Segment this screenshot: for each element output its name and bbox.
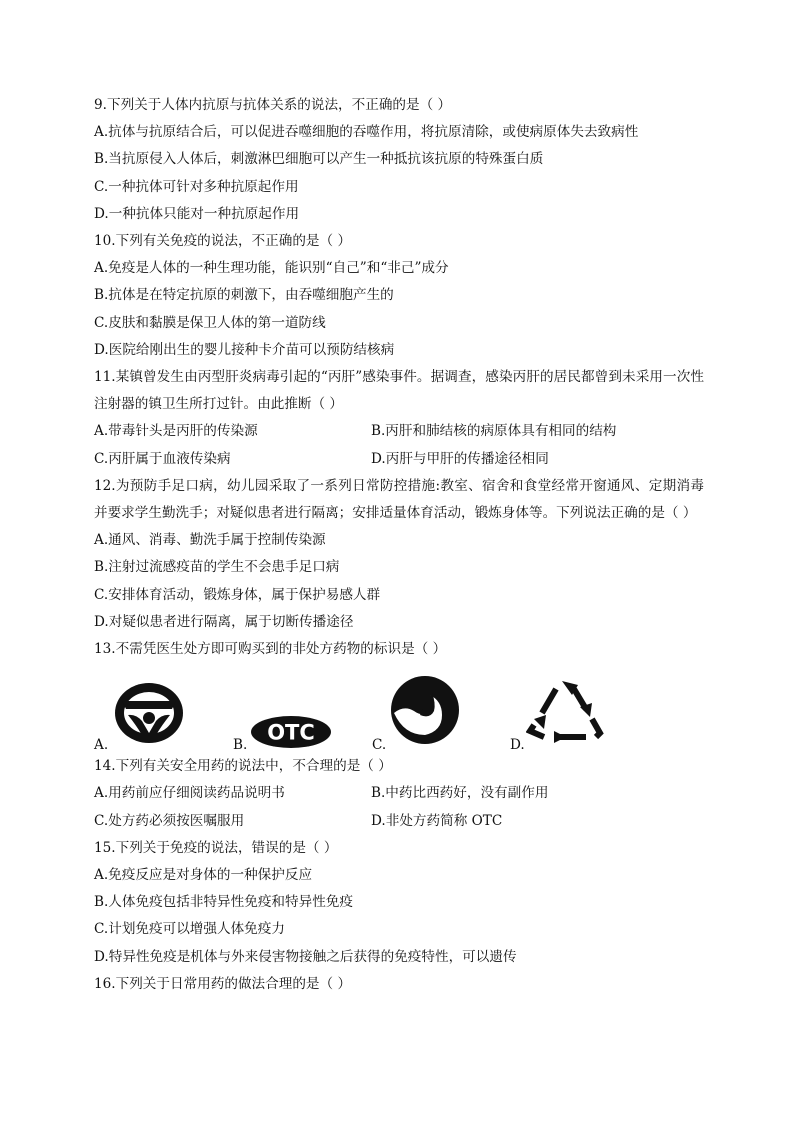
q15-option-b: B.人体免疫包括非特异性免疫和特异性免疫 bbox=[94, 894, 353, 911]
q13-label-c: C. bbox=[372, 737, 387, 754]
q15-option-c: C.计划免疫可以增强人体免疫力 bbox=[94, 921, 285, 938]
q10-option-a: A.免疫是人体的一种生理功能，能识别“自己”和“非己”成分 bbox=[94, 260, 449, 277]
q13-label-a: A. bbox=[94, 737, 109, 754]
q11-option-d: D.丙肝与甲肝的传播途径相同 bbox=[371, 450, 549, 467]
q14-options-row-2 bbox=[94, 808, 704, 835]
q14-option-c: C.处方药必须按医嘱服用 bbox=[94, 812, 245, 829]
q11-option-a: A.带毒针头是丙肝的传染源 bbox=[94, 423, 258, 440]
q12-option-d: D.对疑似患者进行隔离，属于切断传播途径 bbox=[94, 613, 354, 630]
q11-option-b: B.丙肝和肺结核的病原体具有相同的结构 bbox=[371, 423, 617, 440]
q14-stem: 14.下列有关安全用药的说法中，不合理的是（ ） bbox=[94, 758, 392, 775]
q10-option-b: B.抗体是在特定抗原的刺激下，由吞噬细胞产生的 bbox=[94, 287, 394, 304]
green-food-logo-icon bbox=[112, 681, 186, 745]
q9-stem: 9.下列关于人体内抗原与抗体关系的说法，不正确的是（ ） bbox=[94, 97, 452, 113]
q14-option-d: D.非处方药简称 OTC bbox=[371, 812, 503, 829]
q11-option-c: C.丙肝属于血液传染病 bbox=[94, 450, 231, 467]
q9-option-d: D.一种抗体只能对一种抗原起作用 bbox=[94, 205, 300, 222]
q12-option-b: B.注射过流感疫苗的学生不会患手足口病 bbox=[94, 559, 340, 576]
q12-option-a: A.通风、消毒、勤洗手属于控制传染源 bbox=[94, 532, 326, 549]
q15-option-d: D.特异性免疫是机体与外来侵害物接触之后获得的免疫特性，可以遗传 bbox=[94, 948, 517, 965]
q13-label-d: D. bbox=[510, 737, 525, 754]
otc-logo-icon bbox=[250, 715, 332, 749]
q12-stem: 12.为预防手足口病，幼儿园采取了一系列日常防控措施:教室、宿舍和食堂经常开窗通风、定期消毒并要求学生勤洗手；对疑似患者进行隔离；安排适量体育活动，锻炼身体等。下列说法正确的是（ ） bbox=[94, 477, 704, 522]
q15-option-a: A.免疫反应是对身体的一种保护反应 bbox=[94, 867, 313, 884]
otc-logo-text: OTC bbox=[267, 720, 315, 745]
q13-logo-options bbox=[94, 665, 704, 753]
q9-option-c: C.一种抗体可针对多种抗原起作用 bbox=[94, 178, 299, 195]
q10-stem: 10.下列有关免疫的说法，不正确的是（ ） bbox=[94, 233, 352, 250]
water-drop-logo-icon bbox=[390, 675, 460, 745]
q16-stem: 16.下列关于日常用药的做法合理的是（ ） bbox=[94, 975, 352, 992]
q9-option-a: A.抗体与抗原结合后，可以促进吞噬细胞的吞噬作用，将抗原清除，或使病原体失去致病性 bbox=[94, 124, 639, 141]
q11-options-row-2 bbox=[94, 446, 704, 473]
q9-option-b: B.当抗原侵入人体后，刺激淋巴细胞可以产生一种抵抗该抗原的特殊蛋白质 bbox=[94, 151, 544, 168]
q12-option-c: C.安排体育活动，锻炼身体，属于保护易感人群 bbox=[94, 586, 381, 603]
q14-option-a: A.用药前应仔细阅读药品说明书 bbox=[94, 785, 285, 802]
q13-label-b: B. bbox=[233, 737, 248, 754]
q14-options-row-1 bbox=[94, 780, 704, 807]
q11-options-row-1 bbox=[94, 418, 704, 445]
q15-stem: 15.下列关于免疫的说法，错误的是（ ） bbox=[94, 839, 338, 856]
q14-option-b: B.中药比西药好，没有副作用 bbox=[371, 785, 549, 802]
q11-stem: 11.某镇曾发生由丙型肝炎病毒引起的“丙肝”感染事件。据调查，感染丙肝的居民都曾到未采用一次性注射器的镇卫生所打过针。由此推断（ ） bbox=[94, 369, 704, 413]
q10-option-c: C.皮肤和黏膜是保卫人体的第一道防线 bbox=[94, 314, 326, 331]
q13-stem: 13.不需凭医生处方即可购买到的非处方药物的标识是（ ） bbox=[94, 641, 447, 658]
recycle-logo-icon bbox=[526, 679, 604, 747]
question-sheet bbox=[94, 92, 704, 998]
q10-option-d: D.医院给刚出生的婴儿接种卡介苗可以预防结核病 bbox=[94, 341, 395, 358]
